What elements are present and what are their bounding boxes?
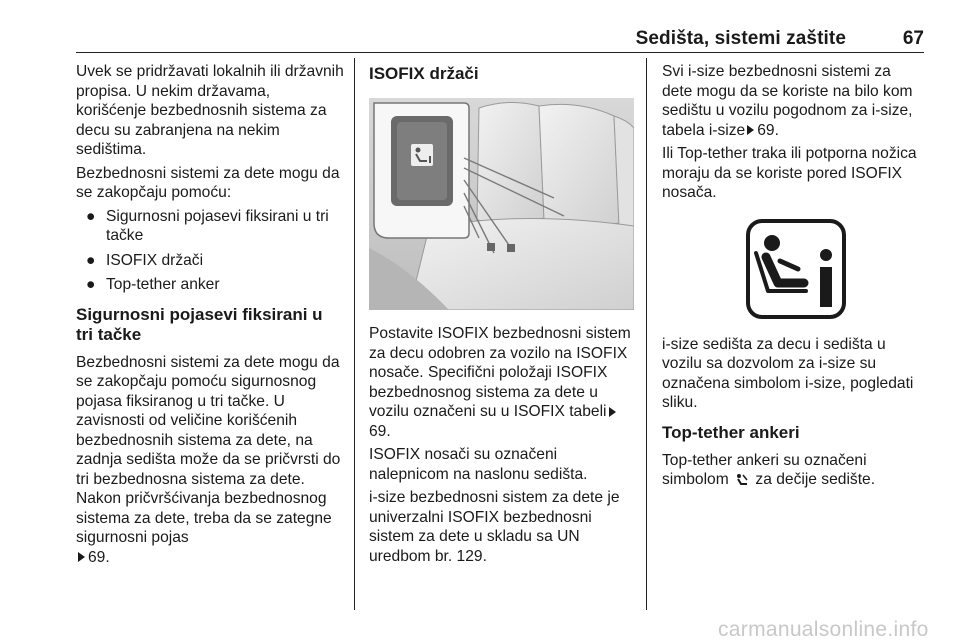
isize-marking-paragraph: i-size sedišta za decu i sedišta u vozilu sa dozvolom za i-size su označena simbolom i-size, pogledati sliku.	[662, 335, 914, 411]
lead-paragraph: Bezbednosni sistemi za dete mogu da se zakopčaju pomoću:	[76, 164, 340, 201]
fastening-list	[76, 207, 344, 295]
page-reference[interactable]: 69.	[88, 548, 110, 566]
intro-paragraph: Uvek se pridržavati lokalnih ili državnih propisa. U nekim državama, korišćenje bezbednosnih sistema za decu su zabranjena na nekim sedištima.	[76, 63, 344, 158]
isize-symbol-figure	[744, 217, 848, 321]
page-header	[76, 26, 924, 53]
page-reference[interactable]: 69.	[369, 422, 391, 440]
subheading-isofix: ISOFIX držači	[369, 64, 479, 83]
bullet-icon: ●	[86, 276, 96, 293]
rear-seat-image	[369, 98, 634, 310]
isize-symbol-icon	[744, 217, 848, 321]
page-reference-icon	[747, 125, 754, 135]
page-reference[interactable]: 69.	[757, 121, 779, 139]
page-number: 67	[902, 28, 924, 49]
body-paragraph: Bezbednosni sistemi za dete mogu da se zakopčaju pomoću sigurnosnog pojasa fiksiranog u tri tačke. U zavisnosti od veličine korišćenih bezbednosnih sistema za dete, na zadnja sedišta može da se pričvrsti do tri bezbednosna sistema za dete. Nakon pričvršćivanja bezbednosnog sistema za dete, treba da se zategne sigurnosni pojas 69.	[76, 353, 341, 566]
child-seat-tether-icon	[735, 473, 749, 486]
list-item: ● ISOFIX držači	[86, 251, 204, 269]
isize-definition-paragraph: i-size bezbednosni sistem za dete je univerzalni ISOFIX bezbednosni sistem za dete u skladu sa UN uredbom br. 129.	[369, 489, 620, 565]
page-reference-icon	[609, 407, 616, 417]
isofix-install-paragraph: Postavite ISOFIX bezbednosni sistem za decu odobren za vozilo na ISOFIX nosače. Specifični položaji ISOFIX bezbednosnog sistema za dete u vozilu označeni su u ISOFIX tabeli69.	[369, 325, 631, 440]
list-item: ● Sigurnosni pojasevi fiksirani u tri tačke	[86, 207, 329, 244]
section-title: Sedišta, sistemi zaštite	[635, 28, 846, 49]
column-divider	[646, 58, 647, 610]
column-right	[662, 62, 924, 494]
column-middle	[369, 62, 634, 570]
tether-requirement-paragraph: Ili Top-tether traka ili potporna nožica moraju da se koriste pored ISOFIX nosača.	[662, 145, 917, 201]
subheading-top-tether: Top-tether ankeri	[662, 422, 800, 442]
isofix-seat-illustration	[369, 98, 634, 310]
top-tether-paragraph: Top-tether ankeri su označeni simbolom za dečije sedište.	[662, 451, 876, 488]
isofix-label-paragraph: ISOFIX nosači su označeni nalepnicom na naslonu sedišta.	[369, 446, 588, 483]
column-left	[76, 62, 344, 571]
column-divider	[354, 58, 355, 610]
page-reference-icon	[78, 552, 85, 562]
watermark: carmanualsonline.info	[718, 618, 929, 641]
isize-usage-paragraph: Svi i-size bezbednosni sistemi za dete mogu da se koriste na bilo kom sedištu u vozilu pogodnom za i-size, tabela i-size 69.	[662, 63, 913, 139]
bullet-icon: ●	[86, 207, 96, 225]
subheading-three-point-belts: Sigurnosni pojasevi fiksirani u tri tačke	[76, 304, 323, 344]
list-item: ● Top-tether anker	[86, 276, 220, 293]
bullet-icon: ●	[86, 251, 96, 269]
